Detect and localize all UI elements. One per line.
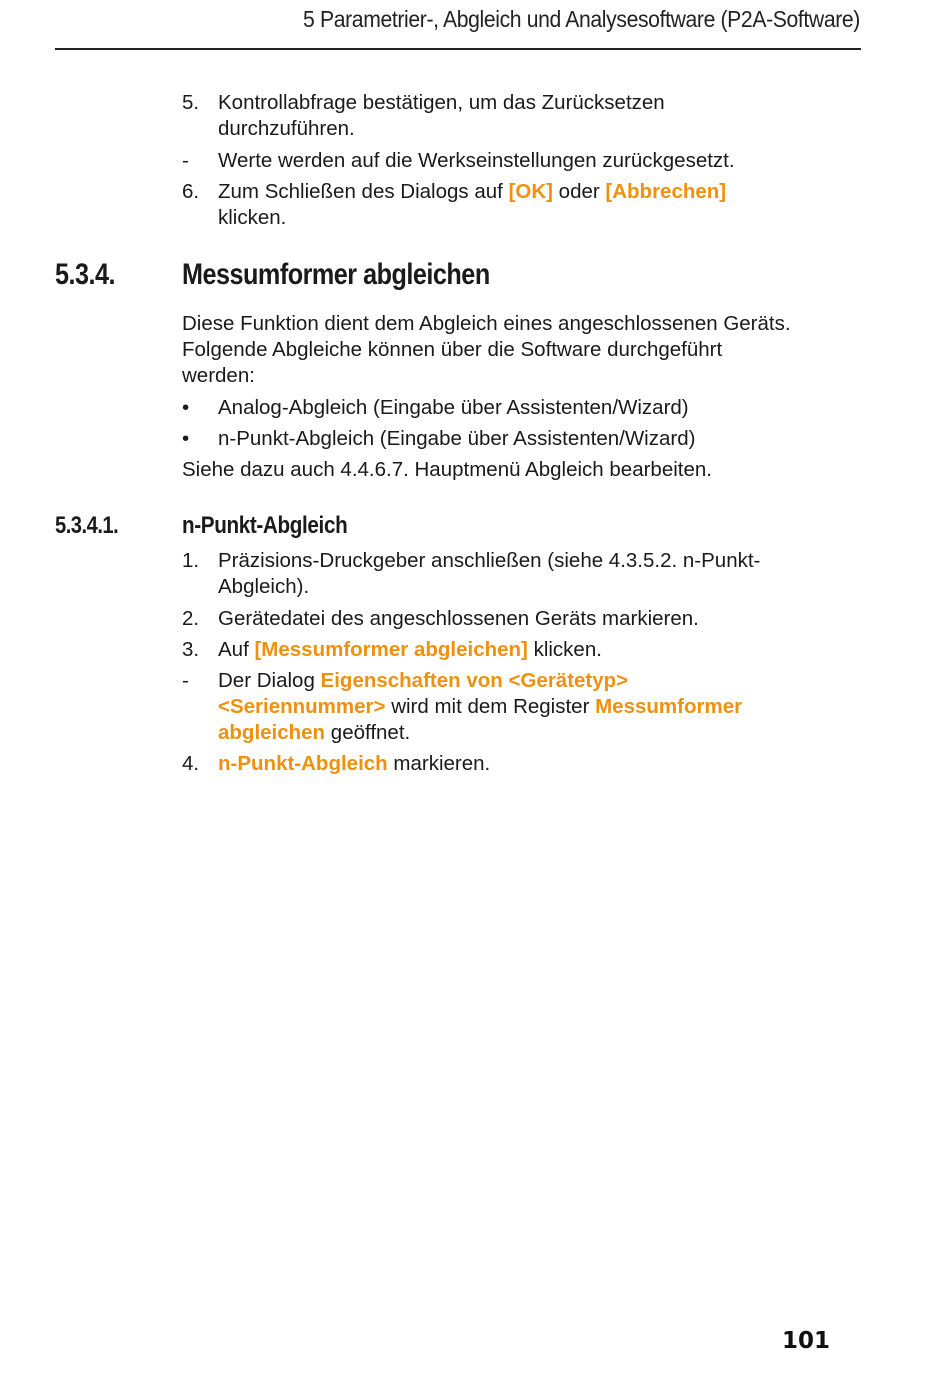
step-text	[218, 751, 862, 777]
cancel-button-reference: [Abbrechen]	[605, 180, 727, 203]
messumformer-button-reference: [Messumformer abgleichen]	[254, 638, 528, 661]
paragraph-line: Diese Funktion dient dem Abgleich eines angeschlossenen Geräts.	[182, 312, 791, 335]
running-header: 5 Parametrier-, Abgleich und Analysesoftware (P2A-Software)	[303, 6, 861, 32]
step-item	[182, 606, 862, 632]
subsection-title: n-Punkt-Abgleich	[182, 512, 348, 539]
section-paragraph	[182, 311, 872, 389]
subsection-number: 5.3.4.1.	[55, 512, 119, 539]
register-name-reference: Messumformer	[595, 695, 743, 718]
step-text-part: Auf	[218, 638, 255, 661]
bullet-text: n-Punkt-Abgleich (Eingabe über Assistenten/Wizard)	[218, 427, 696, 450]
list-marker: -	[182, 149, 189, 172]
register-name-reference: abgleichen	[218, 721, 326, 744]
list-item	[182, 148, 862, 174]
step-marker: 4.	[182, 752, 200, 775]
step-text-part: geöffnet.	[325, 721, 411, 744]
bullet-text: Analog-Abgleich (Eingabe über Assistenten/Wizard)	[218, 396, 689, 419]
bullet-item	[182, 395, 862, 421]
see-also-text: Siehe dazu auch 4.4.6.7. Hauptmenü Abgleich bearbeiten.	[182, 458, 712, 481]
step-text	[218, 720, 862, 746]
step-text-part: markieren.	[387, 752, 491, 775]
dialog-name-reference: Eigenschaften von <Gerätetyp>	[320, 669, 629, 692]
step-item	[182, 548, 862, 600]
option-reference: n-Punkt-Abgleich	[218, 752, 388, 775]
step-text: Präzisions-Druckgeber anschließen (siehe 4.3.5.2. n-Punkt-	[218, 549, 761, 572]
bullet-item	[182, 426, 862, 452]
step-text-part: Der Dialog	[218, 669, 321, 692]
serial-number-reference: <Seriennummer>	[218, 695, 386, 718]
step-text: Abgleich).	[218, 575, 310, 598]
list-text: Kontrollabfrage bestätigen, um das Zurücksetzen	[218, 91, 665, 114]
page-number: 101	[782, 1328, 831, 1354]
section-title: Messumformer abgleichen	[182, 258, 490, 291]
list-item	[182, 179, 862, 231]
list-text-part: Zum Schließen des Dialogs auf	[218, 180, 509, 203]
paragraph-line: werden:	[182, 364, 255, 387]
bullet-marker: •	[182, 427, 190, 450]
bullet-marker: •	[182, 396, 190, 419]
step-text-part: wird mit dem Register	[385, 695, 596, 718]
step-text-part: klicken.	[527, 638, 602, 661]
list-text-part: oder	[552, 180, 606, 203]
step-item	[182, 637, 862, 663]
paragraph-line: Folgende Abgleiche können über die Software durchgeführt	[182, 338, 723, 361]
step-item	[182, 668, 862, 746]
list-marker: 6.	[182, 180, 200, 203]
list-marker: 5.	[182, 91, 200, 114]
list-text: Werte werden auf die Werkseinstellungen zurückgesetzt.	[218, 149, 735, 172]
step-marker: 1.	[182, 549, 200, 572]
step-marker: -	[182, 669, 189, 692]
step-text	[218, 668, 862, 694]
ok-button-reference: [OK]	[508, 180, 553, 203]
step-text: Gerätedatei des angeschlossenen Geräts markieren.	[218, 607, 699, 630]
header-rule	[55, 48, 861, 50]
list-text	[218, 179, 862, 205]
step-text	[218, 694, 862, 720]
list-item	[182, 90, 862, 142]
list-text: durchzuführen.	[218, 117, 355, 140]
step-marker: 3.	[182, 638, 200, 661]
list-text: klicken.	[218, 206, 287, 229]
section-number: 5.3.4.	[55, 258, 116, 291]
step-text	[218, 637, 862, 663]
step-marker: 2.	[182, 607, 200, 630]
step-item	[182, 751, 862, 777]
